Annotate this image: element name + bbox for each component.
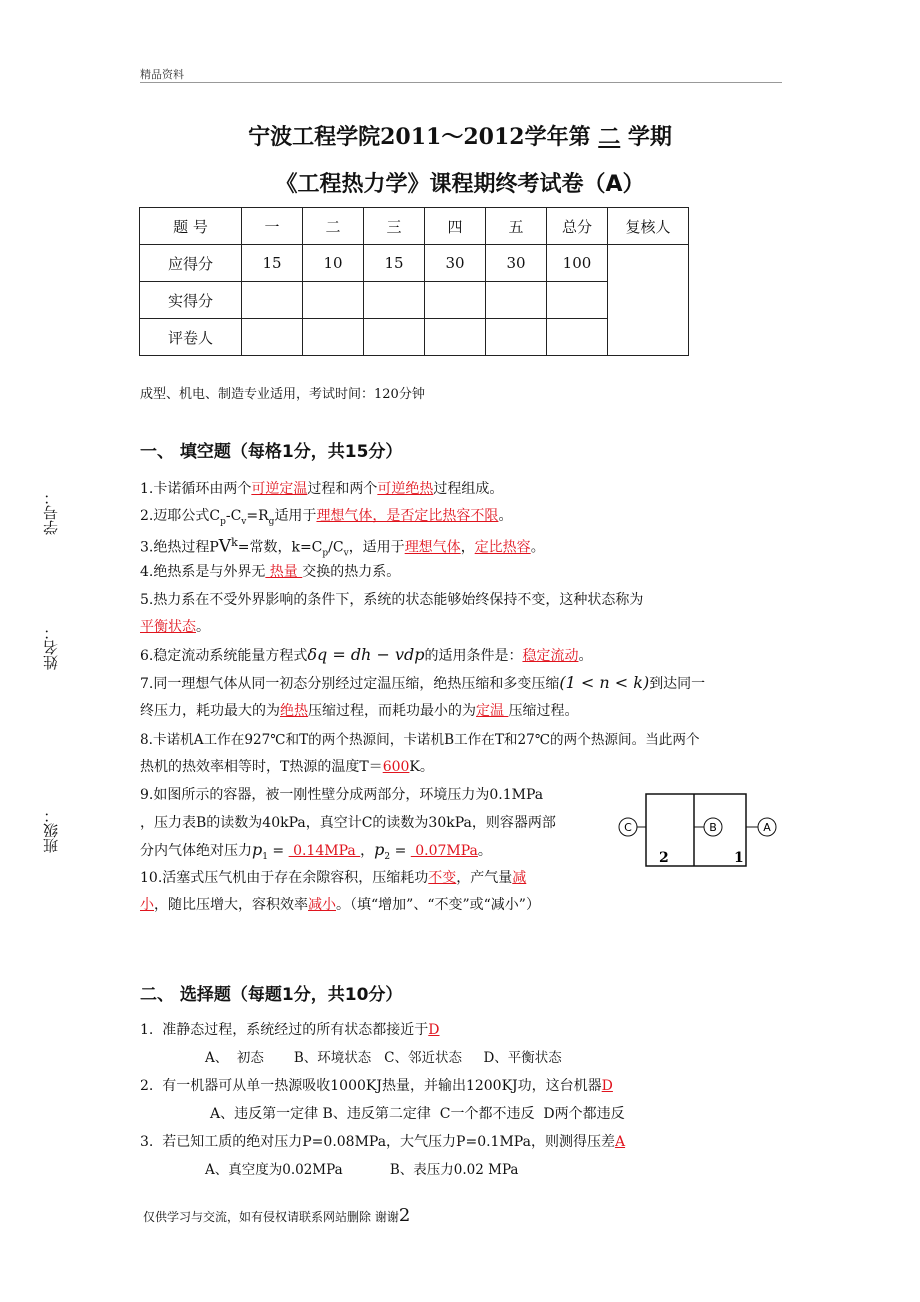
exam-note: 成型、机电、制造专业适用，考试时间：120分钟 [140, 387, 425, 402]
q-answer: 减小 [308, 897, 336, 913]
score-cell: 15 [242, 245, 303, 282]
q-answer: D [428, 1022, 440, 1038]
score-cell [486, 282, 547, 319]
q-text: 交换的热力系。 [302, 564, 401, 580]
q-sup: k [231, 536, 238, 549]
score-cell: 15 [364, 245, 425, 282]
gauge-c-label: C [624, 821, 632, 834]
q-text: 4.绝热系是与外界无 [140, 564, 266, 580]
q-text: 7.同一理想气体从同一初态分别经过定温压缩，绝热压缩和多变压缩 [140, 676, 560, 692]
q-sub: v [241, 516, 247, 527]
question-2-3 [140, 1132, 625, 1152]
score-cell: 实得分 [140, 282, 242, 319]
q-answer: 定温 [476, 703, 509, 719]
q-text: 5.热力系在不受外界影响的条件下，系统的状态能够始终保持不变，这种状态称为 [140, 592, 644, 608]
q-answer: 理想气体，是否定比热容不限 [316, 508, 499, 524]
q-answer: 0.14MPa [288, 843, 361, 859]
q-text: 。 [578, 648, 593, 664]
q-text: ，产气量 [456, 870, 513, 886]
section1-title: 一、 填空题（每格1分，共15分） [140, 442, 403, 462]
q-text: ，适用于 [348, 539, 405, 556]
score-table [139, 207, 689, 356]
q-text: 过程组成。 [433, 481, 504, 497]
q-text: /C [328, 539, 344, 556]
q-text: 6.稳定流动系统能量方程式 [140, 648, 308, 664]
q-sub: p [322, 548, 329, 559]
q-text: = [390, 843, 411, 859]
page-number: 2 [398, 1205, 411, 1226]
q-text: 。 [196, 619, 210, 635]
q-answer: 热量 [265, 564, 303, 580]
exam-title [0, 120, 920, 151]
score-cell [364, 282, 425, 319]
footer-text: 仅供学习与交流，如有侵权请联系网站删除 谢谢 [143, 1210, 399, 1224]
q-text: 8.卡诺机A工作在927℃和T的两个热源间，卡诺机B工作在T和27℃的两个热源间。当此两个 [140, 732, 700, 748]
question-1-9c [140, 840, 492, 867]
title-school: 宁波工程学院 [248, 125, 381, 150]
question-1-10b [140, 895, 540, 915]
q-symbol: V [218, 536, 232, 557]
score-header-cell: 三 [364, 208, 425, 245]
side-label-class: 班级： [42, 808, 60, 853]
question-1-6 [140, 645, 592, 666]
q-text: 。 [477, 843, 492, 859]
question-1-3 [140, 533, 545, 563]
q-formula: δq = dh − vdp [307, 645, 425, 664]
q-text: 9.如图所示的容器，被一刚性壁分成两部分，环境压力为0.1MPa [140, 787, 544, 803]
q-answer: 减 [512, 870, 527, 886]
score-cell: 10 [303, 245, 364, 282]
title-term-number: 二 [598, 125, 621, 150]
q-answer: 小 [140, 897, 154, 913]
score-cell: 100 [547, 245, 608, 282]
q-text: ， [460, 539, 475, 556]
score-cell [364, 319, 425, 356]
side-label-name: 姓名： [42, 625, 60, 670]
header-label: 精品资料 [140, 68, 184, 81]
score-header-cell: 一 [242, 208, 303, 245]
question-1-7a [140, 673, 705, 694]
question-1-7b [140, 701, 578, 721]
q-text: K。 [409, 759, 434, 775]
score-cell: 应得分 [140, 245, 242, 282]
score-header-row [140, 208, 689, 245]
question-1-8a [140, 730, 700, 750]
q-text: 的适用条件是： [424, 648, 523, 664]
q-answer: 理想气体 [404, 539, 461, 556]
score-cell [547, 319, 608, 356]
q-text: 10.活塞式压气机由于存在余隙容积，压缩耗功 [140, 870, 429, 886]
q-text: 。（填“增加”、“不变”或“减小”） [336, 897, 540, 913]
q-text: -C [225, 508, 242, 524]
q-text: 1. 准静态过程，系统经过的所有状态都接近于 [140, 1022, 429, 1038]
q-answer: 可逆绝热 [377, 481, 434, 497]
question-1-4 [140, 562, 400, 582]
question-1-1 [140, 479, 503, 499]
question-1-10a [140, 868, 526, 888]
question-1-9b [140, 813, 556, 833]
q-text: 热机的热效率相等时，T热源的温度T＝ [140, 759, 383, 775]
score-row [140, 245, 689, 282]
q-text: = [267, 843, 289, 859]
score-cell [242, 282, 303, 319]
q-text: 1.卡诺循环由两个 [140, 481, 252, 497]
q-symbol: p [252, 840, 263, 859]
question-1-5b [140, 617, 210, 637]
q-symbol: p [374, 840, 385, 859]
section2-title: 二、 选择题（每题1分，共10分） [140, 985, 403, 1005]
question-1-9a [140, 785, 543, 805]
q-text: 到达同一 [649, 676, 706, 692]
q-answer: 可逆定温 [251, 481, 308, 497]
score-cell: 评卷人 [140, 319, 242, 356]
q-text: 2.迈耶公式C [140, 508, 221, 524]
q-text: 。 [530, 539, 545, 556]
question-1-2 [140, 506, 512, 532]
score-row [140, 319, 689, 356]
score-cell [547, 282, 608, 319]
score-cell [303, 319, 364, 356]
title-term-a: 学年第 [524, 125, 599, 150]
q-text: =R [246, 508, 269, 524]
q-answer: D [601, 1078, 613, 1094]
part-2-label: 2 [659, 850, 669, 866]
q-text: 适用于 [274, 508, 317, 524]
q-text: 分内气体绝对压力 [140, 843, 252, 859]
q-text: 3. 若已知工质的绝对压力P=0.08MPa，大气压力P=0.1MPa，则测得压差 [140, 1134, 615, 1150]
score-cell [303, 282, 364, 319]
q-text: =常数，k=C [237, 539, 323, 556]
q-text: 终压力，耗功最大的为 [140, 703, 280, 719]
side-label-student-id: 学号： [42, 490, 60, 535]
q-text: 2. 有一机器可从单一热源吸收1000KJ热量，并输出1200KJ功，这台机器 [140, 1078, 602, 1094]
q-text: 压缩过程，而耗功最小的为 [308, 703, 476, 719]
q-answer: 0.07MPa [410, 843, 478, 859]
score-header-cell: 总分 [547, 208, 608, 245]
part-1-label: 1 [734, 850, 744, 866]
q-text: 压缩过程。 [508, 703, 579, 719]
q-sub: v [343, 548, 349, 559]
score-cell [242, 319, 303, 356]
gauge-b-label: B [709, 821, 717, 834]
title-term-b: 学期 [620, 125, 672, 150]
q-answer: 绝热 [280, 703, 308, 719]
title-years: 2011～2012 [380, 124, 525, 150]
question-2-2 [140, 1076, 613, 1096]
gauge-a-label: A [763, 821, 771, 834]
header-divider [140, 82, 782, 83]
score-cell [425, 319, 486, 356]
container-diagram [612, 788, 782, 872]
score-cell: 30 [486, 245, 547, 282]
q-text: ，随比压增大，容积效率 [154, 897, 308, 913]
question-1-8b [140, 757, 434, 777]
q-text: 3.绝热过程P [140, 539, 219, 556]
q-sub: g [268, 516, 275, 527]
question-2-2-options: A、违反第一定律 B、违反第二定律 C一个都不违反 D两个都违反 [210, 1106, 625, 1122]
q-sub: p [220, 516, 226, 527]
q-answer: 定比热容 [474, 539, 531, 556]
q-answer: A [614, 1134, 626, 1150]
question-2-1 [140, 1020, 440, 1040]
footer [143, 1205, 410, 1226]
reviewer-cell [608, 245, 689, 356]
question-2-1-options: A、 初态 B、环境状态 C、邻近状态 D、平衡状态 [205, 1050, 562, 1066]
q-text: ，压力表B的读数为40kPa，真空计C的读数为30kPa，则容器两部 [140, 815, 556, 831]
q-answer: 平衡状态 [140, 619, 196, 635]
score-row [140, 282, 689, 319]
q-sub: 1 [262, 851, 268, 862]
q-answer: 不变 [428, 870, 457, 886]
score-header-cell: 二 [303, 208, 364, 245]
q-sub: 2 [384, 851, 391, 862]
exam-subtitle: 《工程热力学》课程期终考试卷（A） [275, 172, 645, 197]
q-answer: 稳定流动 [522, 648, 579, 664]
q-text: ， [360, 843, 375, 859]
score-cell: 30 [425, 245, 486, 282]
score-cell [486, 319, 547, 356]
score-header-cell: 复核人 [608, 208, 689, 245]
score-cell [425, 282, 486, 319]
q-text: 过程和两个 [307, 481, 378, 497]
question-2-3-options: A、真空度为0.02MPa B、表压力0.02 MPa [205, 1162, 519, 1178]
score-header-cell: 四 [425, 208, 486, 245]
q-formula: (1 < n < k) [559, 673, 650, 692]
q-answer: 600 [382, 759, 410, 775]
q-text: 。 [498, 508, 513, 524]
score-header-cell: 题 号 [140, 208, 242, 245]
question-1-5a [140, 590, 643, 610]
score-header-cell: 五 [486, 208, 547, 245]
